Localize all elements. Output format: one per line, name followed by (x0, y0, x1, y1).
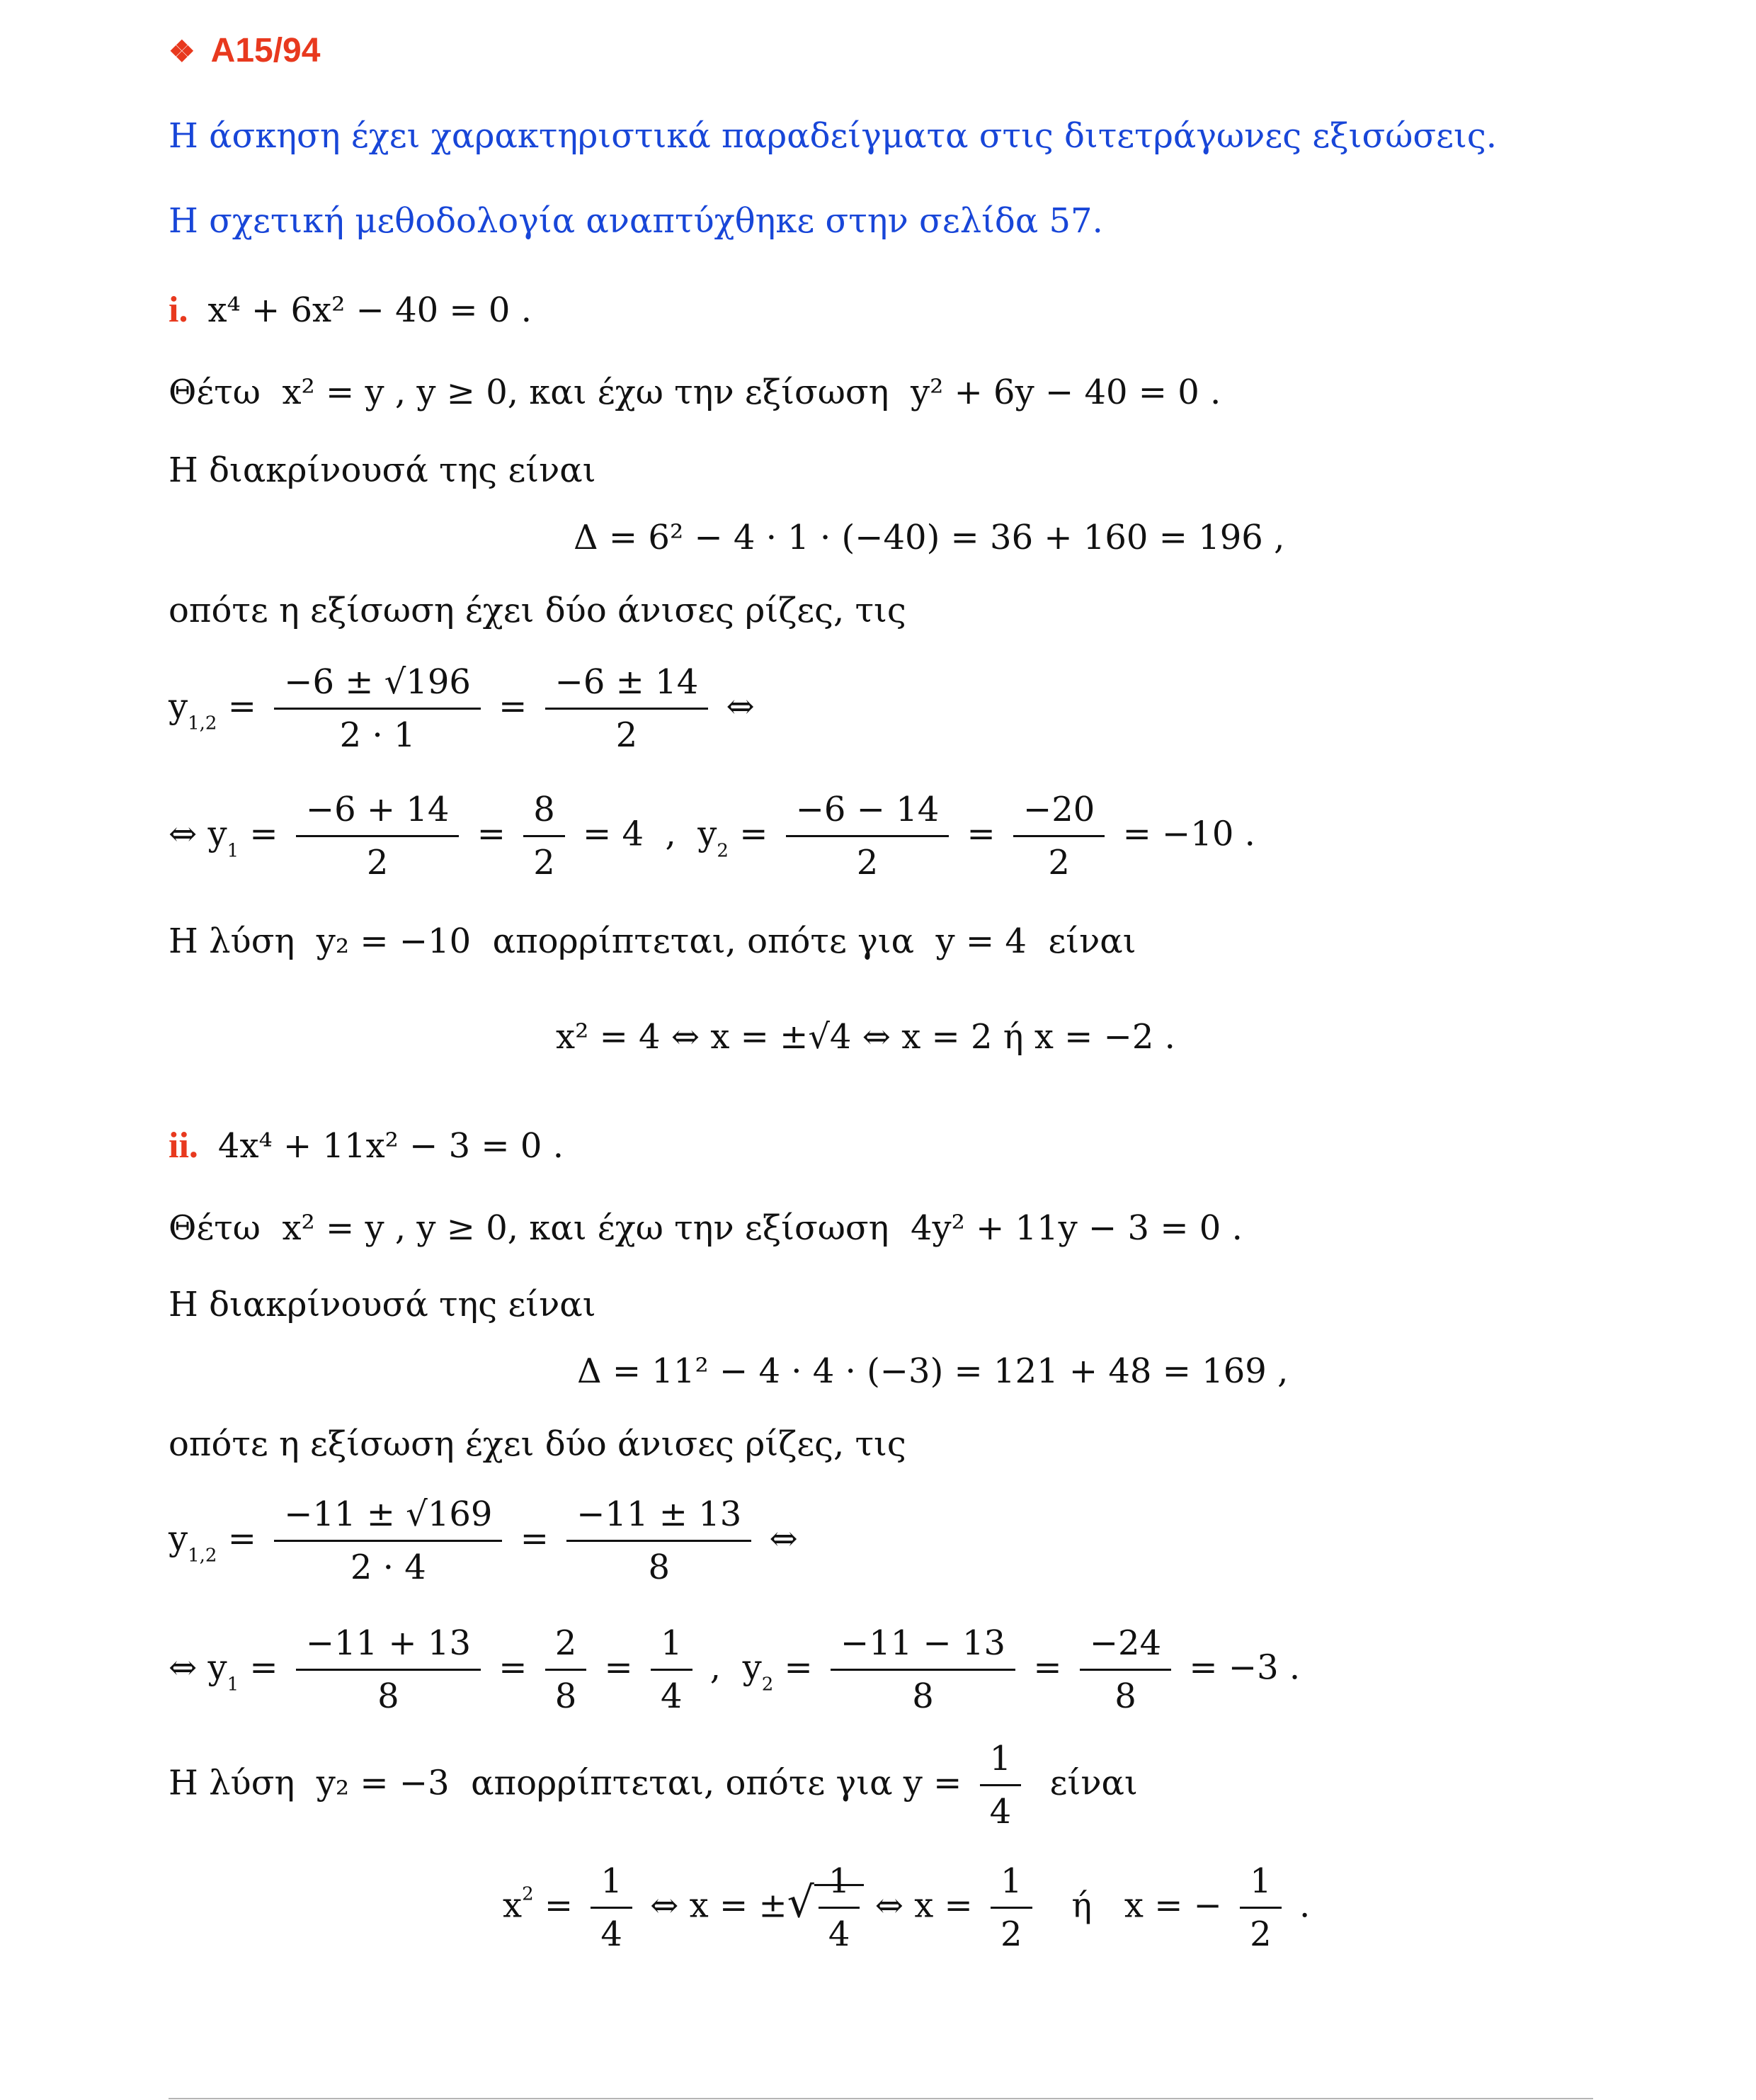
part2-y12-formula: $y_{1,2}$ = $\frac{-11 \pm √169}{2 \cdot 4}$ = $\frac{-11 \pm 13}{8}$ ⇔ (169, 1494, 798, 1587)
part2-substitution: x² = y , y ≥ 0 (282, 1208, 508, 1248)
part1-y1-fraction: $\frac{-6 + 14}{2}$ (296, 790, 460, 883)
part1-accepted-root: y = 4 (935, 921, 1027, 961)
part1-y2-value: = −10 . (1122, 814, 1255, 854)
part2-substitution-line: Θέτω x² = y , y ≥ 0, και έχω την εξίσωση 4y² + 11y − 3 = 0 . (169, 1208, 1243, 1248)
footer-rule (169, 2098, 1593, 2099)
part1-y12-formula: $y_{1,2}$ = $\frac{-6 \pm √196}{2 \cdot 1}$ = $\frac{-6 \pm 14}{2}$ ⇔ (169, 662, 755, 755)
part1-equation-line (169, 292, 532, 329)
part2-y1-fraction: $\frac{-11 + 13}{8}$ (296, 1623, 481, 1717)
part1-y1-y2-values: ⇔ $y_1$ = $\frac{-6 + 14}{2}$ = $\frac{8}{2}$ = 4 , $y_2$ = $\frac{-6 - 14}{2}$ = $\frac{-20}{2}$ = −10 . (169, 790, 1255, 882)
part1-discriminant-label: Η διακρίνουσά της είναι (169, 450, 596, 490)
part2-label: ii. (169, 1125, 198, 1166)
part2-y12-fraction-2: $\frac{-11 \pm 13}{8}$ (566, 1494, 751, 1588)
part2-final-lhs-fraction: $\frac{1}{4}$ (591, 1861, 632, 1955)
part2-discriminant: Δ = 11² − 4 · 4 · (−3) = 121 + 48 = 169 , (577, 1351, 1289, 1391)
exercise-title (169, 34, 320, 68)
part1-y1-value: = 4 (583, 814, 644, 854)
part2-roots-text: οπότε η εξίσωση έχει δύο άνισες ρίζες, τις (169, 1424, 906, 1464)
sqrt-sign: √ (787, 1878, 814, 1928)
part2-y2-fraction: $\frac{-11 - 13}{8}$ (831, 1623, 1015, 1717)
part2-rejection-line: Η λύση y₂ = −3 απορρίπτεται, οπότε για y = $\frac{1}{4}$ είναι (169, 1739, 1138, 1832)
part1-y1-mid-fraction: $\frac{8}{2}$ (523, 790, 565, 883)
part2-final-radicand: $\frac{1}{4}$ (819, 1861, 860, 1955)
intro-line-2: Η σχετική μεθοδολογία αναπτύχθηκε στην σελίδα 57. (169, 201, 1103, 241)
part2-equation: 4x⁴ + 11x² − 3 = 0 . (217, 1126, 564, 1166)
part1-y2-mid-fraction: $\frac{-20}{2}$ (1013, 790, 1105, 883)
part2-final-x2: $\frac{1}{2}$ (1240, 1861, 1282, 1955)
text-theto: Θέτω (169, 373, 261, 412)
diamond-bullet-icon: ❖ (169, 35, 195, 68)
part1-rejection-line: Η λύση y₂ = −10 απορρίπτεται, οπότε για y = 4 είναι (169, 921, 1136, 961)
part2-y2-value: = −3 . (1189, 1647, 1301, 1688)
part1-discriminant: Δ = 6² − 4 · 1 · (−40) = 36 + 160 = 196 , (574, 518, 1285, 557)
part2-y2-mid-fraction: $\frac{-24}{8}$ (1080, 1623, 1171, 1717)
part2-final-solution: $x^2$ = $\frac{1}{4}$ ⇔ x = ±√ $\frac{1}{4}$ ⇔ x = $\frac{1}{2}$ ή x = − $\frac{1}{2}$ . (503, 1861, 1311, 1954)
part1-substitution: x² = y , y ≥ 0 (282, 373, 508, 412)
part2-rejected-root: y₂ = −3 (316, 1763, 450, 1803)
part2-y12-fraction-1: $\frac{-11 \pm √169}{2 \cdot 4}$ (274, 1494, 502, 1588)
part1-y12-fraction-2: $\frac{-6 \pm 14}{2}$ (545, 662, 709, 756)
text-kai-exo: , και έχω την εξίσωση (507, 373, 889, 412)
part1-y2-fraction: $\frac{-6 - 14}{2}$ (786, 790, 950, 883)
part2-y1-y2-values: ⇔ $y_1$ = $\frac{-11 + 13}{8}$ = $\frac{2}{8}$ = $\frac{1}{4}$ , $y_2$ = $\frac{-11 - 13}{8}$ = $\frac{-24}{8}$ = −3 . (169, 1623, 1301, 1716)
part1-new-equation: y² + 6y − 40 = 0 . (910, 373, 1221, 412)
intro-line-1: Η άσκηση έχει χαρακτηριστικά παραδείγματα στις διτετράγωνες εξισώσεις. (169, 116, 1497, 156)
part2-new-equation: 4y² + 11y − 3 = 0 . (910, 1208, 1243, 1248)
part2-y1-mid-fraction: $\frac{2}{8}$ (545, 1623, 587, 1717)
exercise-code: A15/94 (210, 32, 321, 69)
part2-discriminant-label: Η διακρίνουσά της είναι (169, 1285, 596, 1324)
part1-rejected-root: y₂ = −10 (316, 921, 472, 961)
part2-accepted-root-fraction: $\frac{1}{4}$ (980, 1739, 1022, 1832)
part1-final-solution: x² = 4 ⇔ x = ±√4 ⇔ x = 2 ή x = −2 . (556, 1017, 1175, 1057)
part1-label: i. (169, 290, 188, 330)
part2-final-x1: $\frac{1}{2}$ (991, 1861, 1032, 1955)
part2-equation-line (169, 1125, 564, 1166)
part1-roots-text: οπότε η εξίσωση έχει δύο άνισες ρίζες, τις (169, 591, 906, 630)
part1-equation: x⁴ + 6x² − 40 = 0 . (207, 290, 532, 330)
part2-y1-value-fraction: $\frac{1}{4}$ (651, 1623, 692, 1717)
part1-y12-fraction-1: $\frac{-6 \pm √196}{2 \cdot 1}$ (274, 662, 481, 756)
part1-substitution-line (169, 373, 1221, 412)
